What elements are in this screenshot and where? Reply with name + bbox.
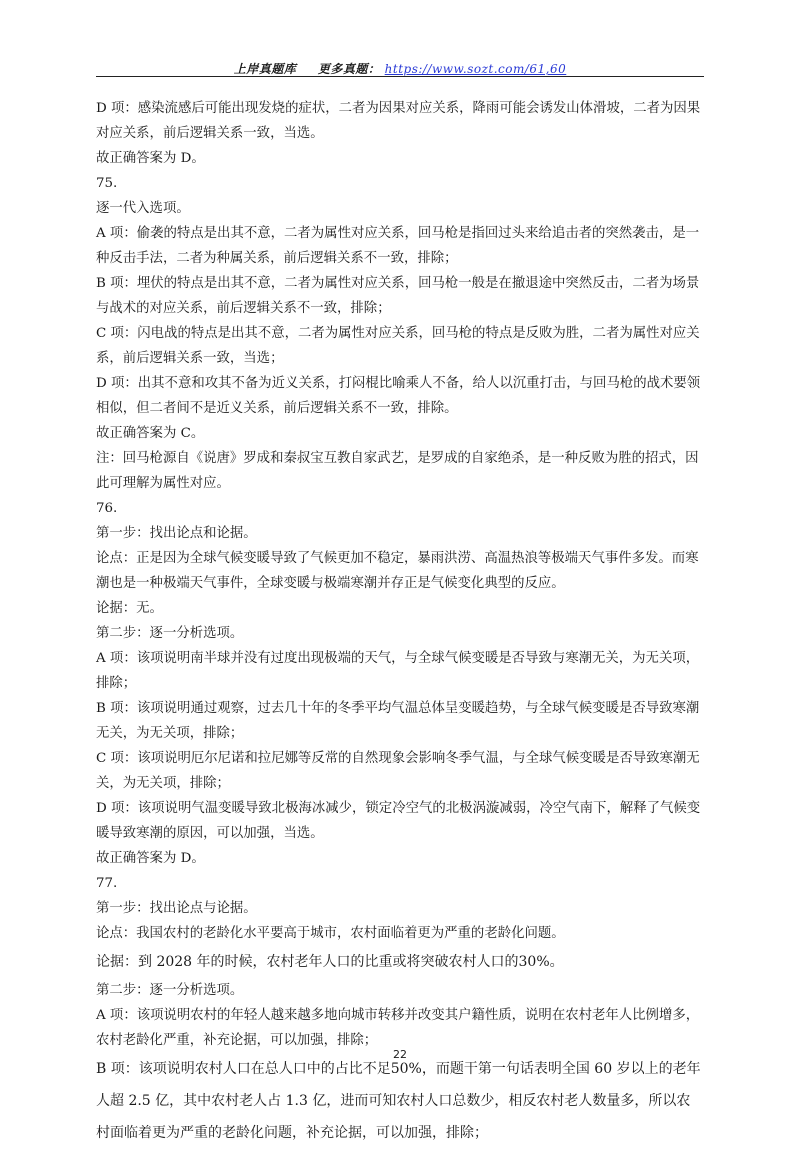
paragraph: 第二步：逐一分析选项。: [96, 983, 244, 998]
paragraph: 第一步：找出论点和论据。: [96, 526, 257, 541]
header-site-name: 上岸真题库: [233, 62, 297, 76]
question-number: 75.: [96, 176, 118, 191]
document-body: [96, 96, 704, 1149]
paragraph: 注：回马枪源自《说唐》罗成和秦叔宝互教自家武艺，是罗成的自家绝杀，是一种反败为胜的招式，因此可理解为属性对应。: [96, 451, 699, 491]
paragraph: B 项：该项说明农村人口在总人口中的占比不足50%，而题干第一句话表明全国 60 岁以上的老年人超 2.5 亿，其中农村老人占 1.3 亿，进而可知农村人口总数少，相反农村老人数量多，所以农村面临着更为严重的老龄化问题，补充论据，可以加强，排除；: [96, 1061, 701, 1141]
paragraph: 故正确答案为 D。: [96, 851, 205, 866]
header-divider: [96, 76, 704, 77]
paragraph: 论据：到 2028 年的时候，农村老年人口的比重或将突破农村人口的30%。: [96, 954, 564, 970]
paragraph: 第二步：逐一分析选项。: [96, 626, 244, 641]
paragraph: 故正确答案为 C。: [96, 426, 205, 441]
question-number: 76.: [96, 501, 118, 516]
paragraph: 逐一代入选项。: [96, 201, 190, 216]
paragraph: D 项：出其不意和攻其不备为近义关系，打闷棍比喻乘人不备，给人以沉重打击，与回马枪的战术要领相似，但二者间不是近义关系，前后逻辑关系不一致，排除。: [96, 376, 701, 416]
paragraph: 论据：无。: [96, 601, 163, 616]
paragraph: C 项：闪电战的特点是出其不意，二者为属性对应关系，回马枪的特点是反败为胜，二者为属性对应关系，前后逻辑关系一致，当选；: [96, 326, 700, 366]
header-label: 更多真题：: [317, 62, 381, 76]
question-number: 77.: [96, 876, 118, 891]
paragraph: B 项：埋伏的特点是出其不意，二者为属性对应关系，回马枪一般是在撤退途中突然反击，二者为场景与战术的对应关系，前后逻辑关系不一致，排除；: [96, 276, 700, 316]
paragraph: 论点：我国农村的老龄化水平要高于城市，农村面临着更为严重的老龄化问题。: [96, 926, 565, 941]
header-url-link[interactable]: https://www.sozt.com/61,60: [384, 62, 567, 76]
page-number: 22: [393, 1048, 407, 1061]
header-text: [0, 60, 800, 77]
paragraph: A 项：该项说明农村的年轻人越来越多地向城市转移并改变其户籍性质，说明在农村老年人比例增多，农村老龄化严重，补充论据，可以加强，排除；: [96, 1008, 700, 1048]
paragraph: A 项：该项说明南半球并没有过度出现极端的天气，与全球气候变暖是否导致与寒潮无关，为无关项，排除；: [96, 651, 700, 691]
paragraph: B 项：该项说明通过观察，过去几十年的冬季平均气温总体呈变暖趋势，与全球气候变暖是否导致寒潮无关，为无关项，排除；: [96, 701, 700, 741]
paragraph: 第一步：找出论点与论据。: [96, 901, 257, 916]
paragraph: A 项：偷袭的特点是出其不意，二者为属性对应关系，回马枪是指回过头来给追击者的突然袭击，是一种反击手法，二者为种属关系，前后逻辑关系不一致，排除；: [96, 226, 700, 266]
page-header: [0, 0, 800, 78]
paragraph: D 项：该项说明气温变暖导致北极海冰减少，锁定冷空气的北极涡漩减弱，冷空气南下，解释了气候变暖导致寒潮的原因，可以加强，当选。: [96, 801, 701, 841]
paragraph: C 项：该项说明厄尔尼诺和拉尼娜等反常的自然现象会影响冬季气温，与全球气候变暖是否导致寒潮无关，为无关项，排除；: [96, 751, 700, 791]
paragraph: 论点：正是因为全球气候变暖导致了气候更加不稳定，暴雨洪涝、高温热浪等极端天气事件多发。而寒潮也是一种极端天气事件，全球变暖与极端寒潮并存正是气候变化典型的反应。: [96, 551, 699, 591]
paragraph: D 项：感染流感后可能出现发烧的症状，二者为因果对应关系，降雨可能会诱发山体滑坡，二者为因果对应关系，前后逻辑关系一致，当选。: [96, 101, 701, 141]
paragraph: 故正确答案为 D。: [96, 151, 205, 166]
